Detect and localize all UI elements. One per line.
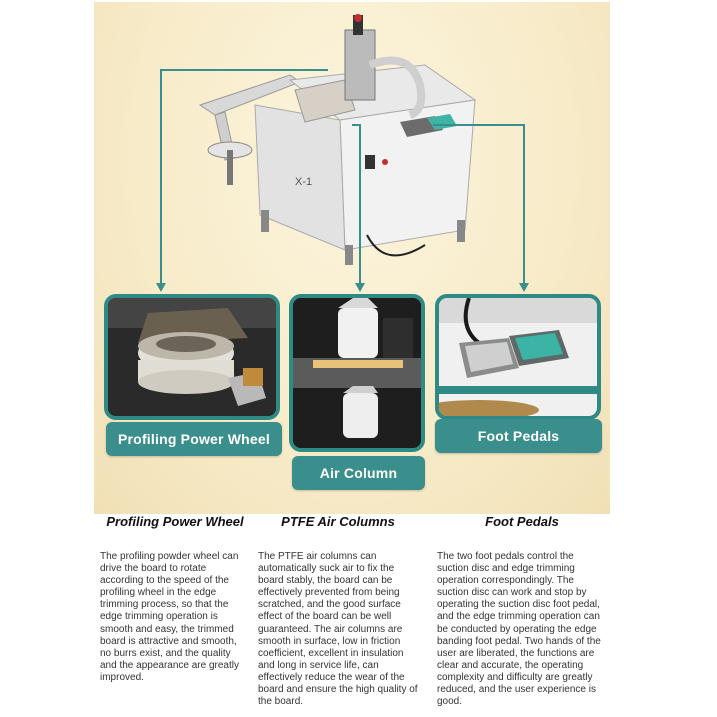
feature-title: Profiling Power Wheel — [106, 514, 244, 529]
feature-description: The profiling powder wheel can drive the board to rotate according to the speed of the profiling wheel in the edge trimming process, so that the edge trimming operation is smooth and easy, the trimmed board is attractive and smooth, no burrs exist, and the quality and the appearance are greatly improved. — [100, 551, 239, 683]
feature-foot-pedals — [437, 514, 607, 708]
feature-profiling-power-wheel — [100, 514, 250, 684]
callout-air-column: Air Column — [292, 456, 425, 490]
callout-profiling-power-wheel: Profiling Power Wheel — [106, 422, 282, 456]
foot-pedals-photo — [435, 294, 601, 420]
feature-title: PTFE Air Columns — [281, 514, 395, 529]
air-column-photo — [289, 294, 425, 452]
edge-trimming-machine-image — [195, 10, 485, 270]
feature-ptfe-air-columns — [258, 514, 418, 708]
feature-title: Foot Pedals — [485, 514, 559, 529]
callout-foot-pedals: Foot Pedals — [435, 419, 602, 453]
feature-description: The PTFE air columns can automatically suck air to fix the board stably, the board can be effectively prevented from being scratched, and the good surface effect of the board can be well guaranteed. The air columns are smooth in surface, low in friction coefficient, excellent in insulation and long in service life, can effectively reduce the wear of the board and ensure the high quality of the board. — [258, 551, 418, 708]
feature-description: The two foot pedals control the suction disc and edge trimming operation correspondingly. The suction disc can work and stop by operating the suction disc foot pedal, and the edge trimming operation can be conducted by operating the edge banding foot pedal. Two hands of the user are liberated, the functions are clear and accurate, the operating complexity and difficulty are greatly reduced, and the user experience is good. — [437, 551, 601, 708]
machine-label: X-1 — [295, 176, 313, 188]
profiling-wheel-photo — [104, 294, 280, 420]
